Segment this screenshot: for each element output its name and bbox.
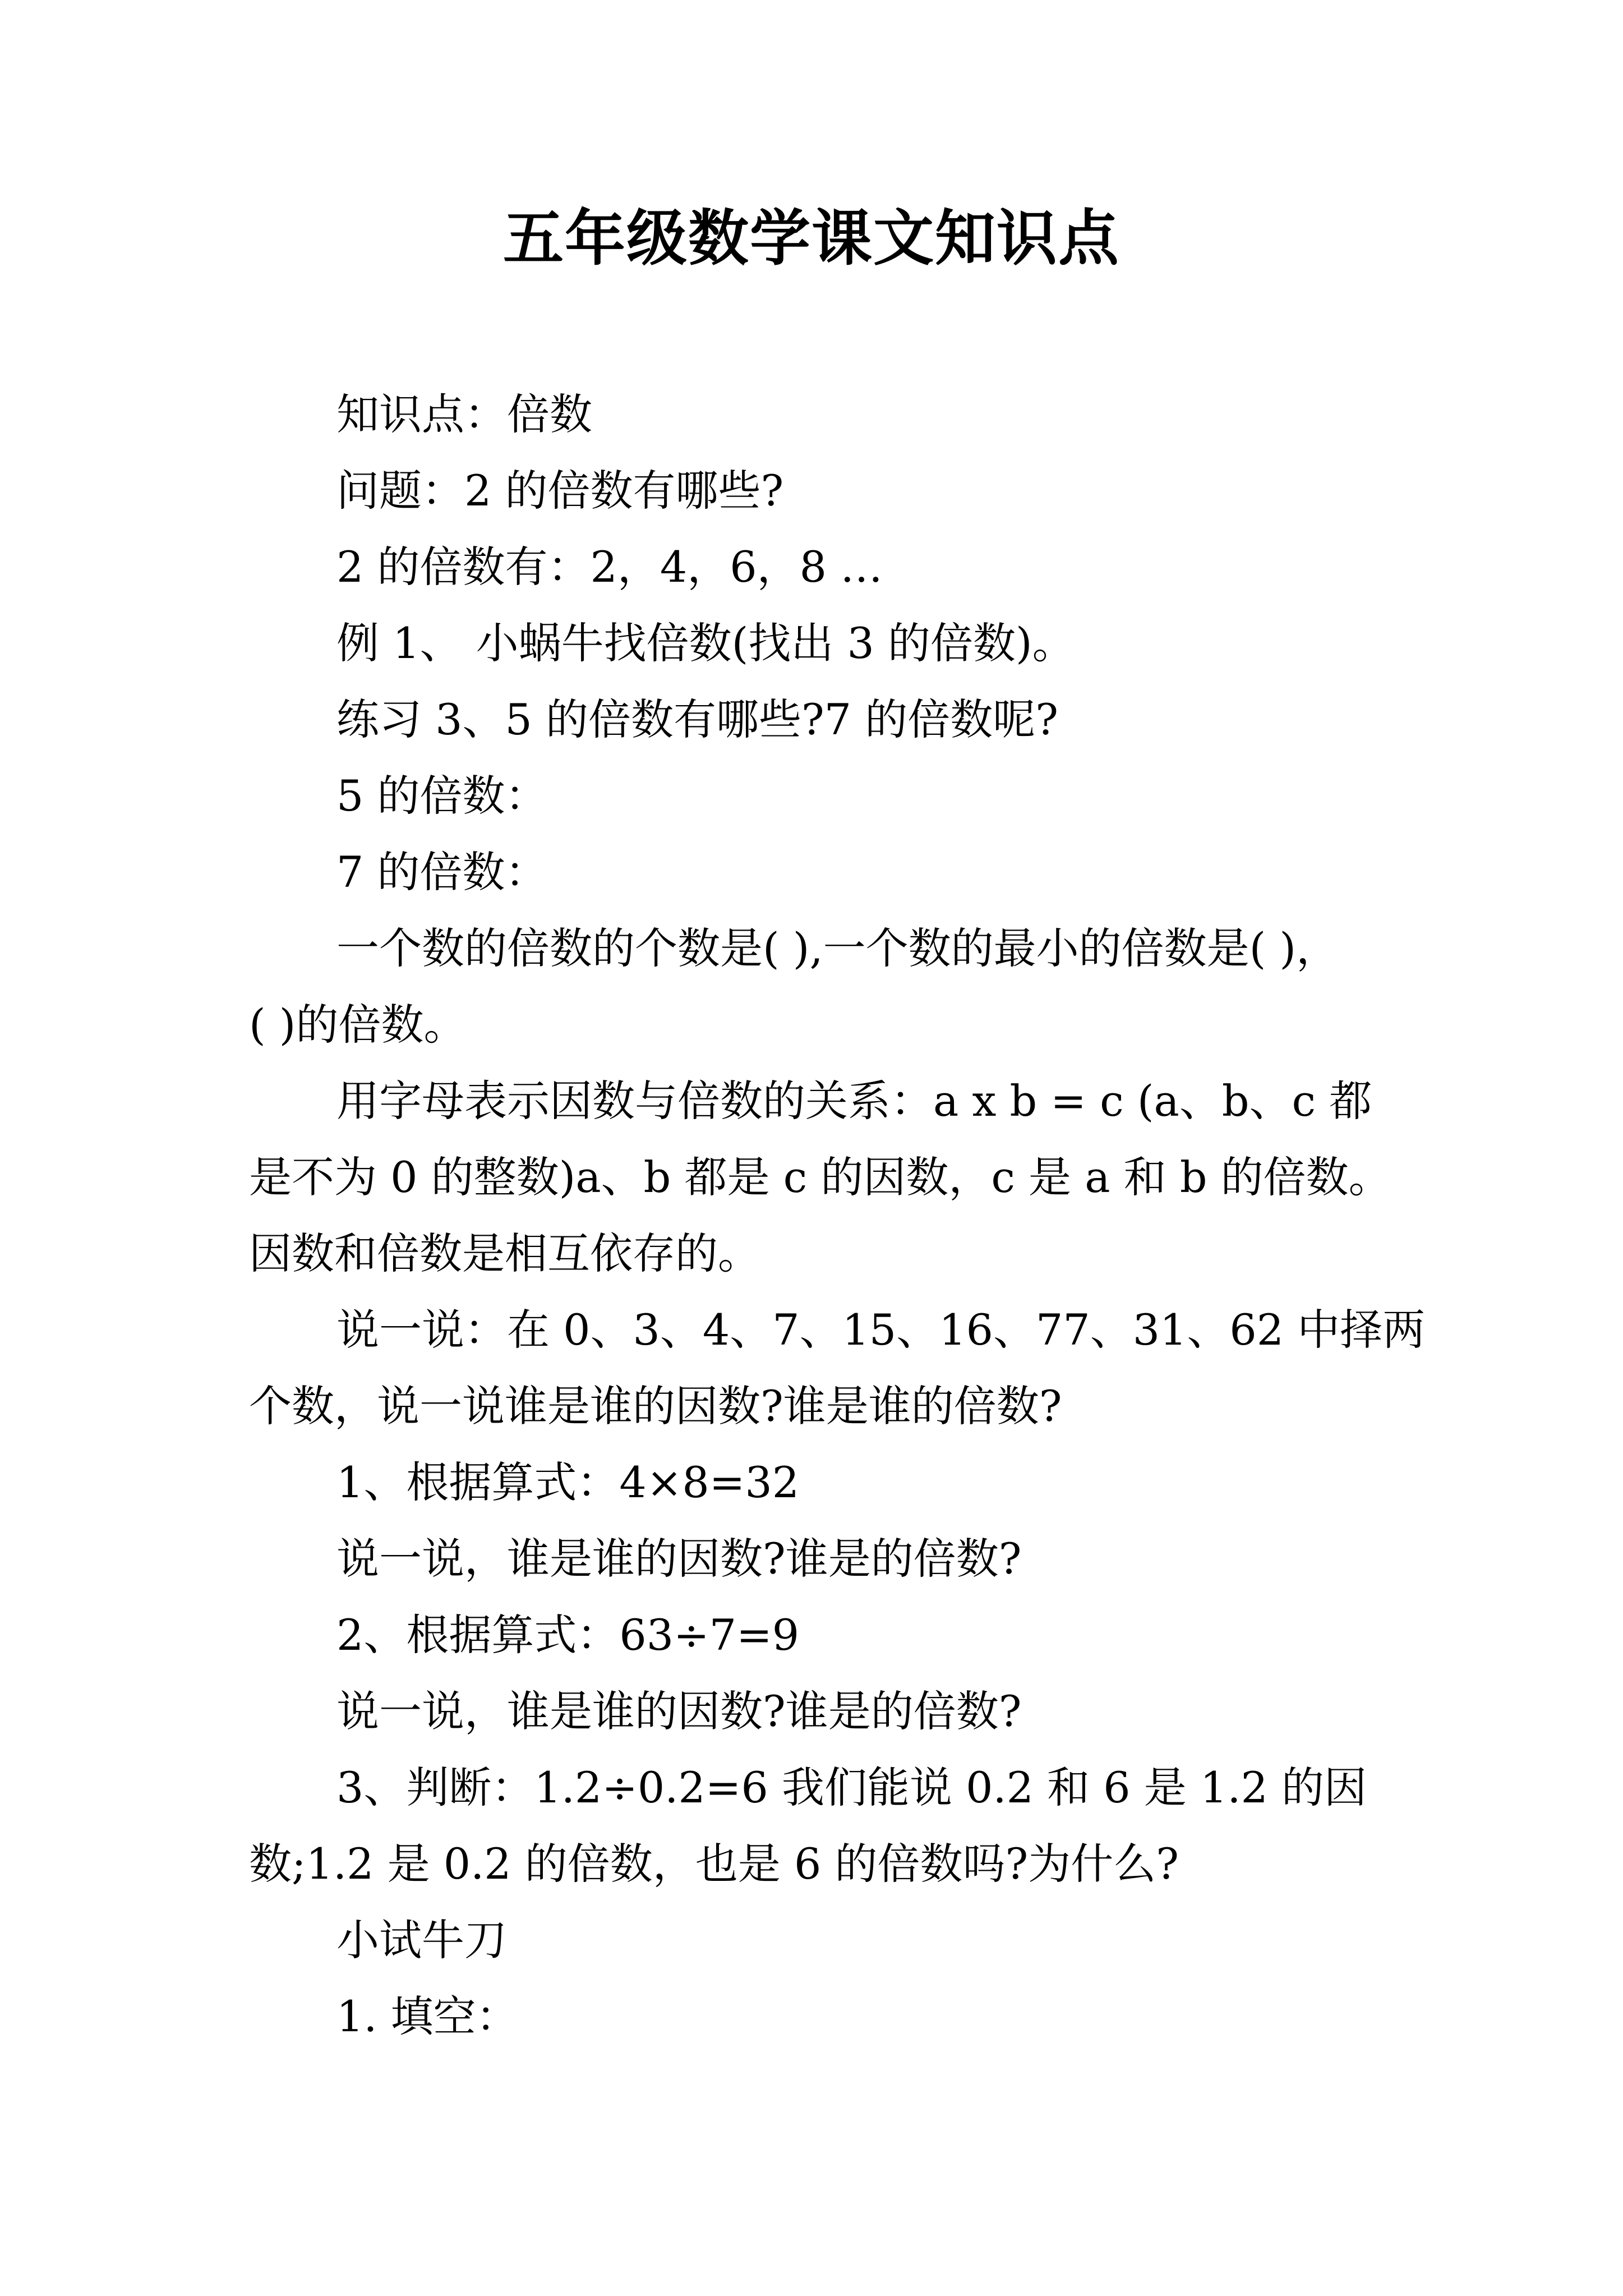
text-line: 一个数的倍数的个数是( ),一个数的最小的倍数是( )， <box>336 923 1339 973</box>
text-line: 说一说：在 0、3、4、7、15、16、77、31、62 中择两 <box>336 1305 1426 1355</box>
paragraph-fill-blanks-multiples <box>249 910 1427 1063</box>
text-line: 3、判断：1.2÷0.2=6 我们能说 0.2 和 6 是 1.2 的因 <box>336 1763 1367 1812</box>
document-body <box>249 376 1427 2055</box>
text-line: 是不为 0 的整数)a、b 都是 c 的因数，c 是 a 和 b 的倍数。 <box>249 1152 1391 1202</box>
text-line: 知识点：倍数 <box>336 389 592 439</box>
paragraph-item-2-question <box>249 1673 1427 1750</box>
text-line: 个数，说一说谁是谁的因数?谁是谁的倍数? <box>249 1381 1062 1431</box>
text-line: 7 的倍数： <box>336 847 548 897</box>
paragraph-factor-multiple-relation <box>249 1063 1427 1292</box>
paragraph-knowledge-point <box>249 376 1427 453</box>
paragraph-fill-in-heading <box>249 1978 1427 2055</box>
paragraph-multiples-of-5 <box>249 758 1427 834</box>
text-line: 2 的倍数有：2，4，6，8 … <box>336 542 883 592</box>
text-line: 练习 3、5 的倍数有哪些?7 的倍数呢? <box>336 694 1059 744</box>
paragraph-item-3-judgement <box>249 1750 1427 1902</box>
text-line: 说一说，谁是谁的因数?谁是的倍数? <box>336 1534 1022 1584</box>
text-line: 1、根据算式：4×8=32 <box>336 1457 800 1507</box>
paragraph-item-2-formula <box>249 1597 1427 1673</box>
paragraph-discussion <box>249 1292 1427 1444</box>
text-line: 问题：2 的倍数有哪些? <box>336 466 784 516</box>
paragraph-question <box>249 453 1427 529</box>
paragraph-item-1-question <box>249 1521 1427 1597</box>
paragraph-multiples-of-7 <box>249 834 1427 910</box>
paragraph-practice-heading <box>249 1902 1427 1978</box>
text-line: 数;1.2 是 0.2 的倍数，也是 6 的倍数吗?为什么? <box>249 1839 1179 1889</box>
document-title: 五年级数学课文知识点 <box>502 203 1120 274</box>
text-line: 说一说，谁是谁的因数?谁是的倍数? <box>336 1686 1022 1736</box>
text-line: 因数和倍数是相互依存的。 <box>249 1228 760 1278</box>
paragraph-exercise-3 <box>249 682 1427 758</box>
paragraph-item-1-formula <box>249 1444 1427 1521</box>
text-line: 5 的倍数： <box>336 771 548 821</box>
text-line: 小试牛刀 <box>336 1915 507 1965</box>
text-line: ( )的倍数。 <box>249 1000 467 1050</box>
paragraph-example-1 <box>249 605 1427 682</box>
paragraph-multiples-of-2 <box>249 529 1427 605</box>
text-line: 2、根据算式：63÷7=9 <box>336 1610 800 1660</box>
text-line: 1. 填空： <box>336 1991 519 2041</box>
text-line: 例 1、 小蜗牛找倍数(找出 3 的倍数)。 <box>336 618 1075 668</box>
text-line: 用字母表示因数与倍数的关系：a x b = c (a、b、c 都 <box>336 1076 1372 1126</box>
